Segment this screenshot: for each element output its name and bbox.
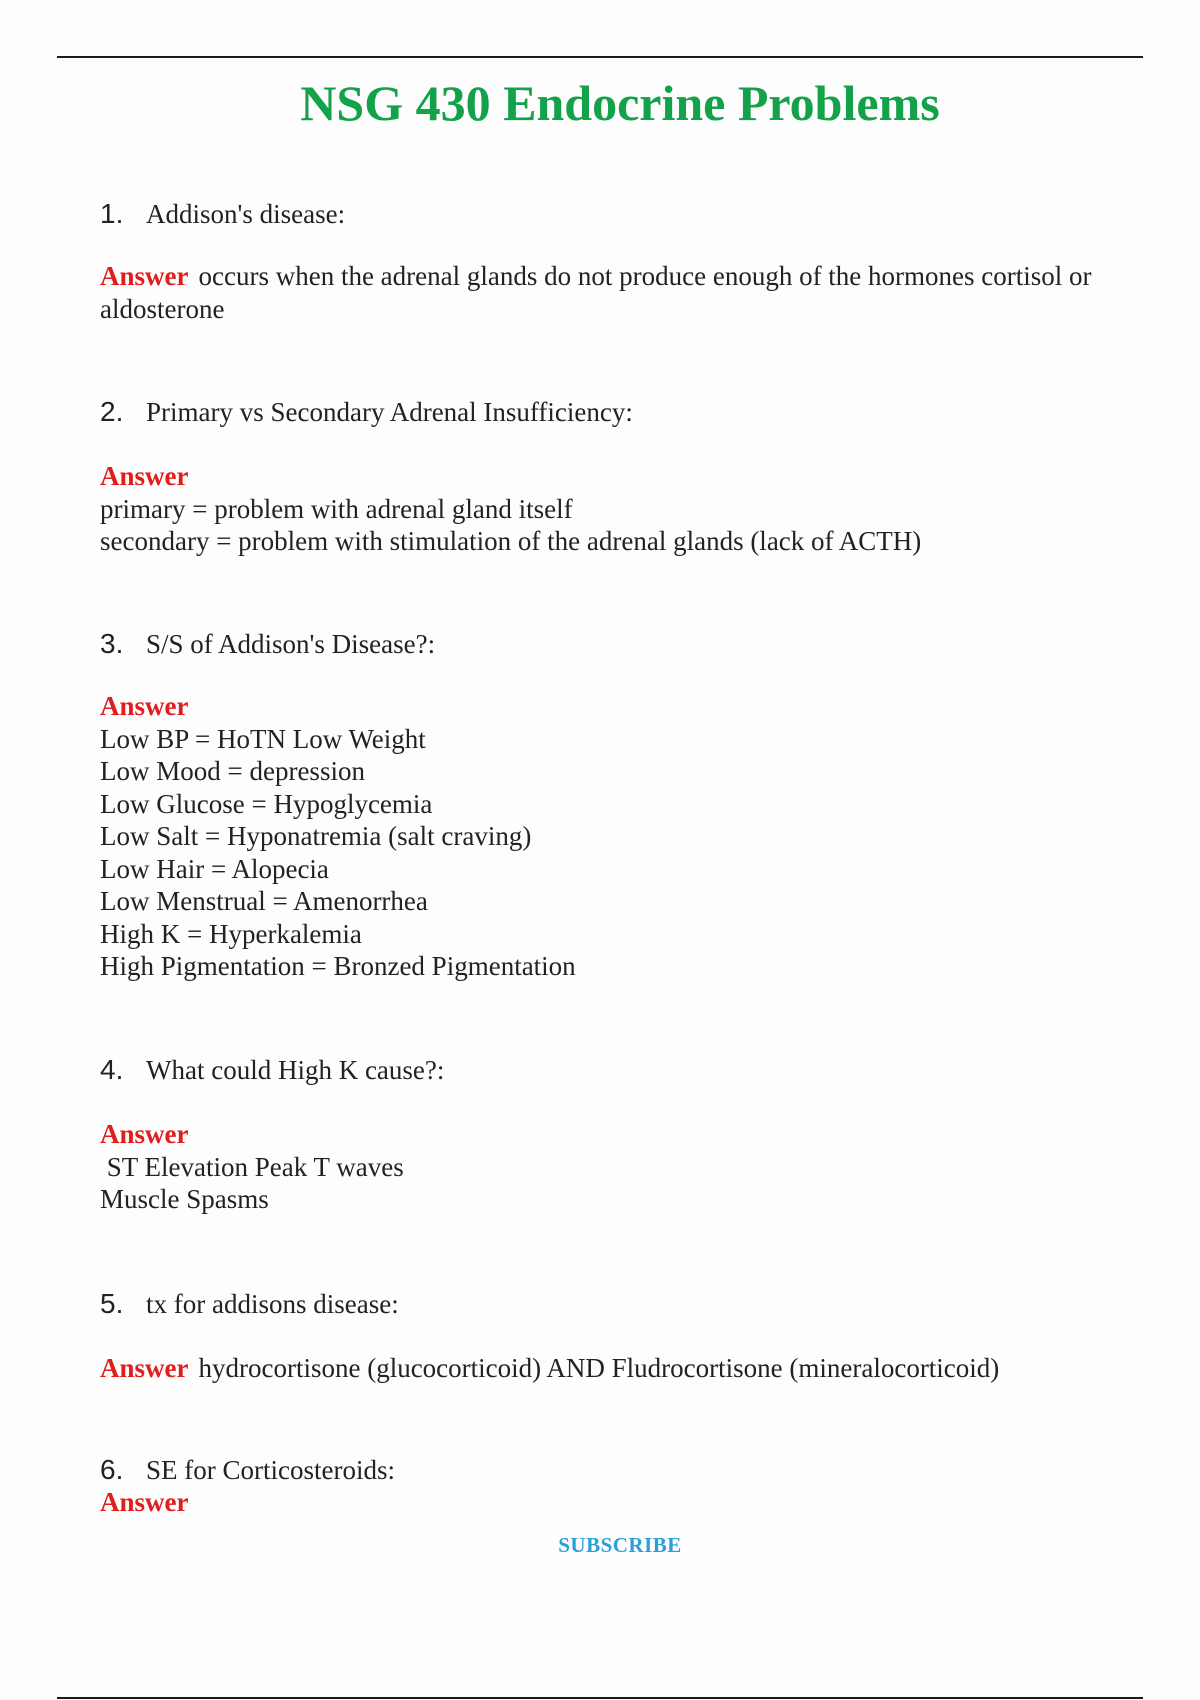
- bottom-rule: [57, 1697, 1143, 1699]
- answer-line: [100, 1352, 1150, 1385]
- question-line: [100, 1454, 1150, 1486]
- answer-line: Low Glucose = Hypoglycemia: [100, 788, 433, 819]
- question-text: SE for Corticosteroids:: [146, 1455, 395, 1485]
- question-number: 6.: [100, 1454, 124, 1485]
- question-line: [100, 396, 1150, 428]
- answer-label: Answer: [100, 261, 189, 291]
- question-3: [100, 628, 1150, 983]
- question-number: 2.: [100, 396, 124, 427]
- answer-line: High K = Hyperkalemia: [100, 918, 362, 949]
- page-title: NSG 430 Endocrine Problems: [300, 75, 940, 131]
- question-text: tx for addisons disease:: [146, 1289, 399, 1319]
- answer-inline-text: hydrocortisone (glucocorticoid) AND Fludrocortisone (mineralocorticoid): [198, 1353, 1000, 1383]
- answer-line: ST Elevation Peak T waves: [100, 1151, 404, 1182]
- answer-block: [100, 1118, 1150, 1216]
- answer-line: Low BP = HoTN Low Weight: [100, 723, 426, 754]
- question-number: 5.: [100, 1288, 124, 1319]
- answer-line: aldosterone: [100, 293, 225, 324]
- answer-label: Answer: [100, 461, 189, 491]
- answer-line: Low Hair = Alopecia: [100, 853, 329, 884]
- question-line: [100, 628, 1150, 660]
- answer-block: [100, 260, 1150, 325]
- question-number: 4.: [100, 1054, 124, 1085]
- answer-line: primary = problem with adrenal gland itself: [100, 493, 573, 524]
- question-2: [100, 396, 1150, 558]
- answer-line: Muscle Spasms: [100, 1184, 269, 1214]
- answer-label: Answer: [100, 691, 189, 721]
- answer-block: [100, 1486, 1150, 1519]
- answer-line: Low Menstrual = Amenorrhea: [100, 886, 428, 916]
- answer-line: High Pigmentation = Bronzed Pigmentation: [100, 951, 576, 981]
- answer-line: secondary = problem with stimulation of the adrenal glands (lack of ACTH): [100, 526, 922, 556]
- answer-block: [100, 1352, 1150, 1385]
- answer-block: [100, 460, 1150, 558]
- question-number: 3.: [100, 628, 124, 659]
- answer-line: Low Mood = depression: [100, 756, 365, 786]
- answer-label: Answer: [100, 1119, 189, 1149]
- question-5: [100, 1288, 1150, 1385]
- question-1: [100, 198, 1150, 325]
- question-text: Primary vs Secondary Adrenal Insufficiency:: [146, 397, 633, 427]
- question-text: What could High K cause?:: [146, 1055, 445, 1085]
- answer-label: Answer: [100, 1353, 189, 1383]
- question-text: S/S of Addison's Disease?:: [146, 629, 436, 659]
- top-rule: [57, 56, 1143, 58]
- question-line: [100, 1054, 1150, 1086]
- question-6: [100, 1454, 1150, 1519]
- answer-label: Answer: [100, 1487, 189, 1517]
- question-line: [100, 1288, 1150, 1320]
- answer-inline-text: occurs when the adrenal glands do not produce enough of the hormones cortisol or: [198, 261, 1092, 291]
- answer-line: Low Salt = Hyponatremia (salt craving): [100, 821, 532, 851]
- question-4: [100, 1054, 1150, 1216]
- question-line: [100, 198, 1150, 230]
- question-text: Addison's disease:: [146, 199, 346, 229]
- answer-block: [100, 690, 1150, 983]
- question-number: 1.: [100, 198, 124, 229]
- answer-line: [100, 260, 1150, 293]
- subscribe-link[interactable]: SUBSCRIBE: [558, 1533, 682, 1557]
